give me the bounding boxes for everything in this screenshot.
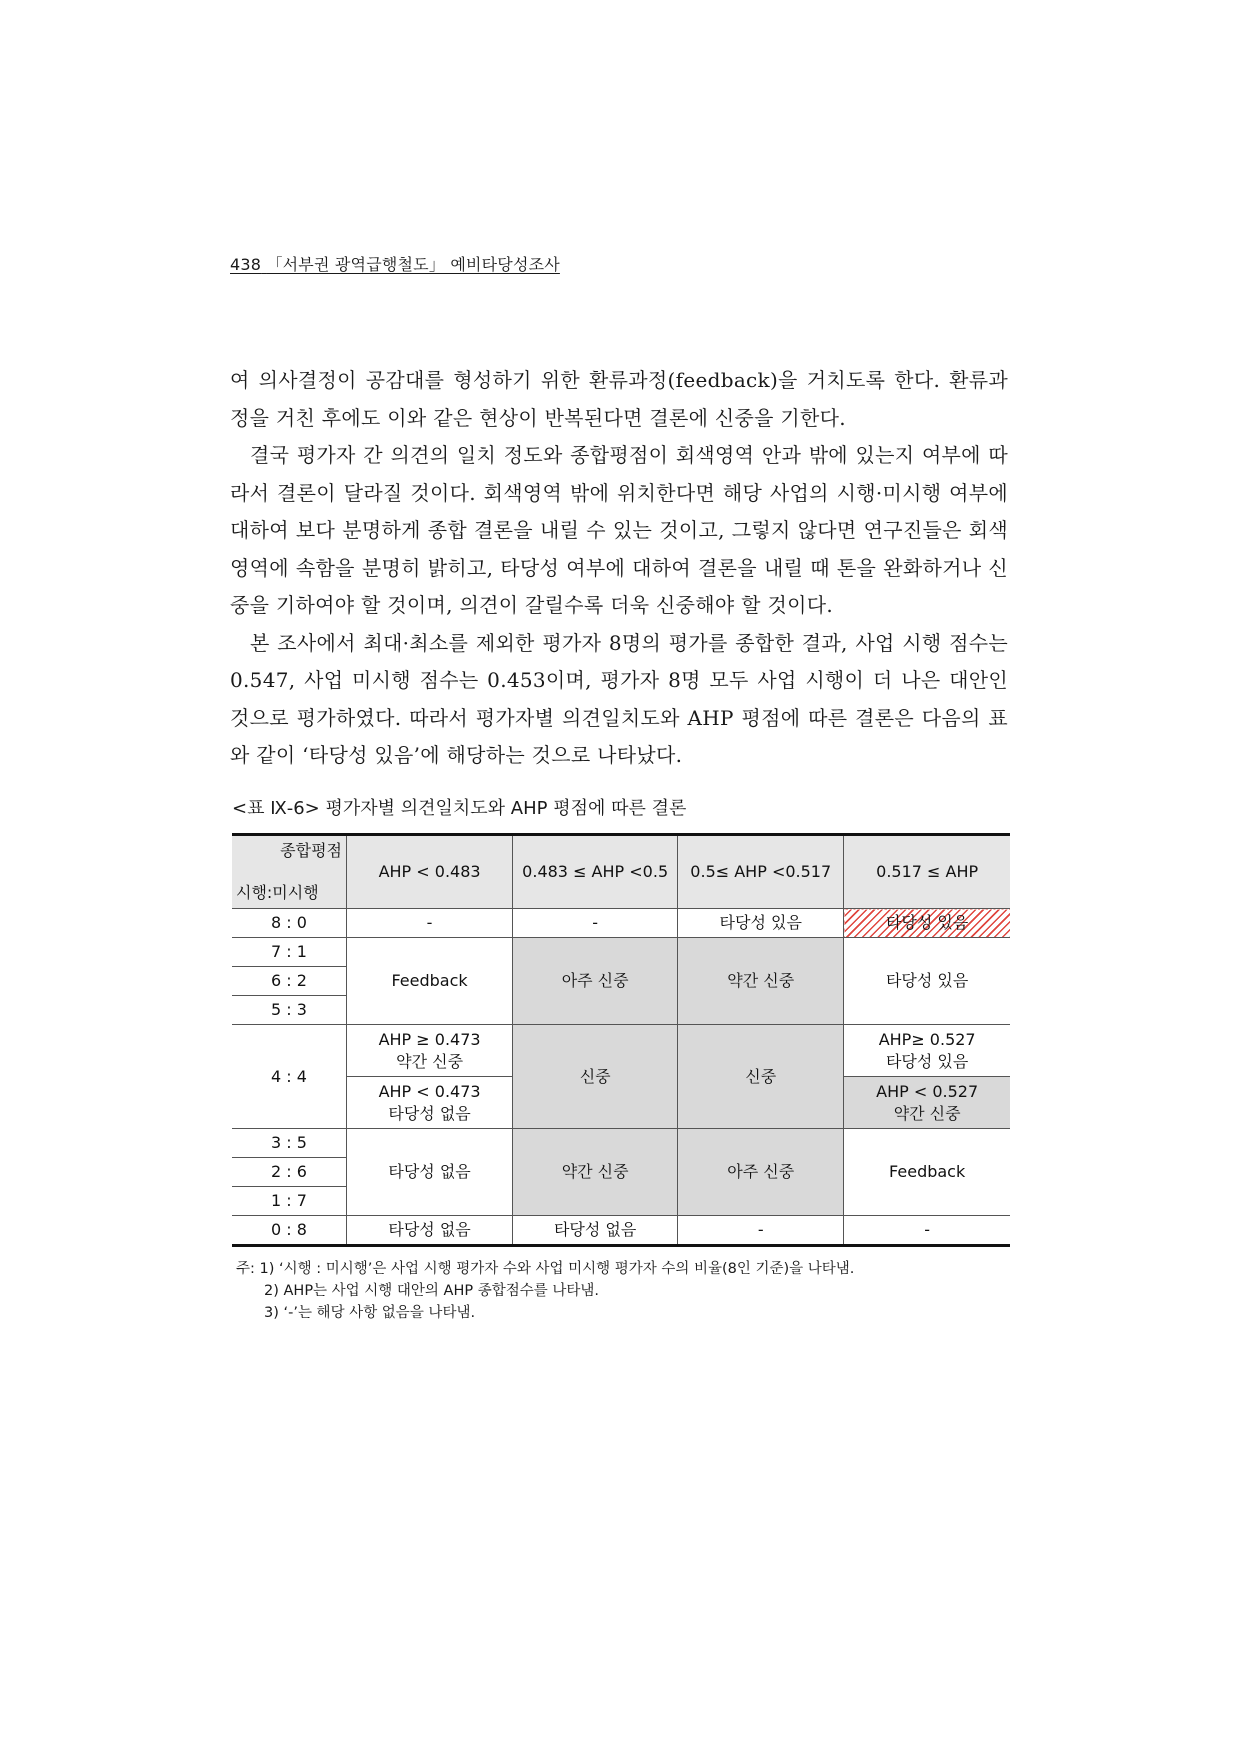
ratio-cell: 7 : 1 xyxy=(232,938,347,967)
ratio-cell: 5 : 3 xyxy=(232,996,347,1025)
corner-label-score: 종합평점 xyxy=(280,841,342,860)
table-caption: <표 Ⅸ-6> 평가자별 의견일치도와 AHP 평점에 따른 결론 xyxy=(232,798,687,819)
paragraph: 결국 평가자 간 의견의 일치 정도와 종합평점이 회색영역 안과 밖에 있는지 여부에 따라서 결론이 달라질 것이다. 회색영역 밖에 위치한다면 해당 사업의 시행·미시행 여부에 대하여 보다 분명하게 종합 결론을 내릴 수 있는 것이고, 그렇지 않다면 연구진들은 회색영역에 속함을 분명히 밝히고, 타당성 여부에 대하여 결론을 내릴 때 톤을 완화하거나 신중을 기하여야 할 것이며, 의견이 갈릴수록 더욱 신중해야 할 것이다. xyxy=(230,443,1008,617)
highlighted-result-text: 타당성 있음 xyxy=(885,913,969,932)
ratio-cell: 1 : 7 xyxy=(232,1187,347,1216)
table-cell-gray: 아주 신중 xyxy=(513,938,678,1025)
ratio-cell: 8 : 0 xyxy=(232,909,347,938)
cell-line: 타당성 있음 xyxy=(885,1051,969,1071)
corner-label-ratio: 시행:미시행 xyxy=(236,883,319,902)
paragraph: 본 조사에서 최대·최소를 제외한 평가자 8명의 평가를 종합한 결과, 사업 시행 점수는 0.547, 사업 미시행 점수는 0.453이며, 평가자 8명 모두 사업 시행이 더 나은 대안인 것으로 평가하였다. 따라서 평가자별 의견일치도와 AHP 평점에 따른 결론은 다음의 표와 같이 ‘타당성 있음’에 해당하는 것으로 나타났다. xyxy=(230,630,1008,767)
table-cell: 타당성 없음 xyxy=(347,1129,513,1216)
document-title: 「서부권 광역급행철도」 예비타당성조사 xyxy=(266,255,560,274)
table-cell-split-gray xyxy=(844,1077,1010,1129)
table-row xyxy=(232,938,1010,967)
paragraph: 여 의사결정이 공감대를 형성하기 위한 환류과정(feedback)을 거치도록 한다. 환류과정을 거친 후에도 이와 같은 현상이 반복된다면 결론에 신중을 기한다. xyxy=(230,368,1008,430)
table-cell-gray: 약간 신중 xyxy=(678,938,844,1025)
ratio-cell: 2 : 6 xyxy=(232,1158,347,1187)
ratio-cell: 4 : 4 xyxy=(232,1025,347,1129)
corner-header-cell xyxy=(232,835,347,909)
table-cell: 타당성 없음 xyxy=(513,1216,678,1246)
table-cell: Feedback xyxy=(844,1129,1010,1216)
cell-line: 약간 신중 xyxy=(893,1103,961,1123)
note-line: 주: 1) ‘시행 : 미시행’은 사업 시행 평가자 수와 사업 미시행 평가자 수의 비율(8인 기준)을 나타냄. xyxy=(236,1261,855,1277)
table-cell-gray: 아주 신중 xyxy=(678,1129,844,1216)
table-cell: - xyxy=(844,1216,1010,1246)
table-cell: Feedback xyxy=(347,938,513,1025)
table-cell-split xyxy=(347,1025,513,1077)
cell-line: 약간 신중 xyxy=(396,1051,464,1071)
table-cell-split xyxy=(347,1077,513,1129)
note-line: 3) ‘-’는 해당 사항 없음을 나타냄. xyxy=(264,1305,476,1321)
table-cell-gray: 신중 xyxy=(513,1025,678,1129)
table-cell: 타당성 없음 xyxy=(347,1216,513,1246)
table-cell-gray: 약간 신중 xyxy=(513,1129,678,1216)
body-text xyxy=(230,362,1008,775)
cell-line: AHP≥ 0.527 xyxy=(878,1029,976,1049)
table-row xyxy=(232,1216,1010,1246)
column-header: 0.5≤ AHP <0.517 xyxy=(678,835,844,909)
table-notes xyxy=(236,1258,854,1324)
column-header: 0.483 ≤ AHP <0.5 xyxy=(513,835,678,909)
ratio-cell: 3 : 5 xyxy=(232,1129,347,1158)
cell-line: AHP < 0.527 xyxy=(876,1081,979,1101)
table-cell: 타당성 있음 xyxy=(678,909,844,938)
note-line: 2) AHP는 사업 시행 대안의 AHP 종합점수를 나타냄. xyxy=(264,1283,599,1299)
column-header: AHP < 0.483 xyxy=(347,835,513,909)
ratio-cell: 0 : 8 xyxy=(232,1216,347,1246)
column-header: 0.517 ≤ AHP xyxy=(844,835,1010,909)
table-header-row xyxy=(232,835,1010,909)
ratio-cell: 6 : 2 xyxy=(232,967,347,996)
table-row xyxy=(232,1025,1010,1077)
table-cell: 타당성 있음 xyxy=(844,938,1010,1025)
table-cell-split xyxy=(844,1025,1010,1077)
page-number: 438 xyxy=(230,255,262,274)
table-cell: - xyxy=(513,909,678,938)
cell-line: AHP ≥ 0.473 xyxy=(378,1029,481,1049)
result-table xyxy=(232,833,1010,1247)
table-row xyxy=(232,909,1010,938)
highlighted-result-cell xyxy=(844,909,1010,938)
cell-line: AHP < 0.473 xyxy=(378,1081,481,1101)
running-header xyxy=(230,252,560,275)
table-cell-gray: 신중 xyxy=(678,1025,844,1129)
table-cell: - xyxy=(678,1216,844,1246)
table-row xyxy=(232,1129,1010,1158)
cell-line: 타당성 없음 xyxy=(388,1103,471,1123)
table-cell: - xyxy=(347,909,513,938)
